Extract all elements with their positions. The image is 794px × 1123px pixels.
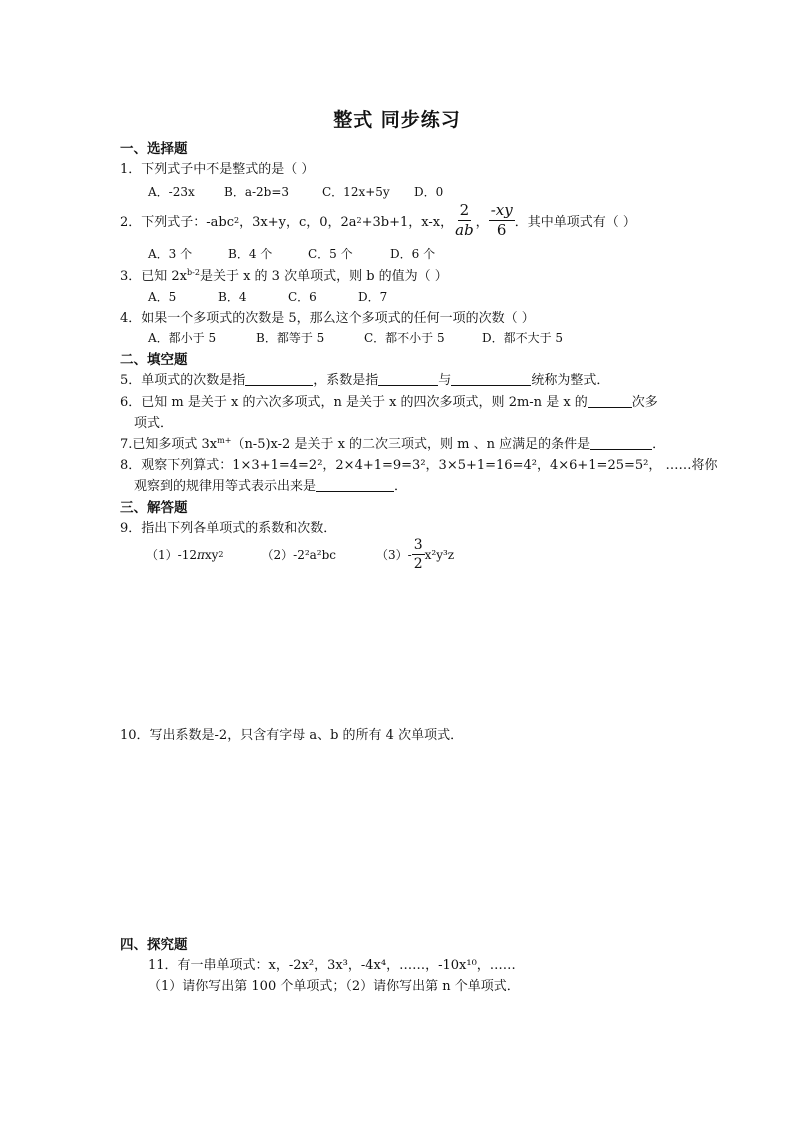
q4-option-d: D．都不大于 5 [482, 331, 564, 345]
q2-fraction-2-num: -xy [489, 202, 515, 221]
q7-text-a: 7.已知多项式 3x [120, 437, 218, 452]
q5-text-c: 与 [438, 373, 452, 388]
q8-blank[interactable] [316, 478, 394, 492]
q5-text-d: 统称为整式． [531, 373, 610, 388]
q3-text-a: 3．已知 2x [120, 269, 188, 284]
q7-blank[interactable] [590, 436, 652, 450]
q2-sup-1: 2 [234, 216, 240, 226]
section-answer: 三、解答题 [120, 500, 188, 516]
q2-option-c: C．5 个 [308, 247, 353, 261]
q9-item-1b: xy [204, 547, 219, 562]
q8-text-c: ． [394, 479, 408, 494]
q7-exponent: m+ [217, 436, 232, 445]
question-8: 8．观察下列算式：1×3+1=4=2²，2×4+1=9=3²，3×5+1=16=4²，4×6+1=25=5²， ……将你 [120, 458, 718, 473]
q9-item-1-sup: 2 [218, 550, 224, 560]
q4-option-b: B．都等于 5 [256, 331, 325, 345]
q2-fraction-1 [453, 202, 476, 240]
q9-item-1a: （1）-12 [146, 548, 197, 563]
q2-fraction-1-den: ab [455, 221, 474, 240]
question-10: 10．写出系数是-2，只含有字母 a、b 的所有 4 次单项式． [120, 728, 464, 743]
q4-option-a: A．都小于 5 [148, 331, 217, 345]
section-choice: 一、选择题 [120, 141, 188, 157]
q2-text-c: +3b+1，x-x， [361, 215, 454, 231]
q3-option-a: A．5 [148, 290, 177, 304]
section-fill-in: 二、填空题 [120, 352, 188, 368]
q5-text-a: 5．单项式的次数是指 [120, 373, 246, 388]
q8-text-b: 观察到的规律用等式表示出来是 [134, 479, 317, 494]
q9-pi: π [196, 547, 205, 562]
page-title: 整式 同步练习 [333, 109, 461, 131]
q5-blank-2[interactable] [378, 372, 438, 386]
question-11: 11．有一串单项式：x，-2x²，3x³，-4x⁴，……，-10x¹⁰，…… [148, 958, 516, 973]
q1-option-d: D．0 [414, 185, 444, 199]
question-2 [120, 202, 636, 240]
q7-text-c: ． [652, 437, 666, 452]
question-7 [120, 433, 665, 452]
q6-text-b: 次多 [631, 395, 658, 410]
q5-blank-3[interactable] [451, 372, 531, 386]
question-9-items [146, 537, 454, 572]
q3-option-b: B．4 [218, 290, 247, 304]
q2-fraction-1-num: 2 [458, 202, 472, 221]
q9-fraction-den: 2 [413, 556, 423, 573]
q2-text-b: ，3x+y，c，0，2a [239, 215, 357, 231]
q3-option-d: D．7 [358, 290, 388, 304]
q9-fraction [412, 537, 425, 572]
q5-text-b: ，系数是指 [313, 373, 379, 388]
question-8-cont [134, 475, 407, 494]
q3-text-b: 是关于 x 的 3 次单项式，则 b 的值为（ ） [199, 269, 448, 284]
question-6-cont: 项式． [134, 416, 174, 431]
q3-option-c: C．6 [288, 290, 317, 304]
q2-comma: ， [475, 215, 489, 231]
q2-text-d: ．其中单项式有（ ） [514, 215, 636, 231]
question-11-parts: （1）请你写出第 100 个单项式；（2）请你写出第 n 个单项式． [148, 979, 520, 994]
question-1: 1．下列式子中不是整式的是（ ） [120, 162, 315, 177]
q2-fraction-2-den: 6 [496, 221, 507, 240]
q3-exponent: b-2 [187, 268, 200, 277]
q6-text-a: 6．已知 m 是关于 x 的六次多项式，n 是关于 x 的四次多项式，则 2m-n 是 x 的 [120, 395, 588, 410]
q1-option-a: A．-23x [148, 185, 195, 199]
q6-blank[interactable] [588, 394, 632, 408]
q1-option-c: C．12x+5y [322, 185, 390, 199]
q5-blank-1[interactable] [245, 372, 313, 386]
q2-sup-2: 2 [356, 216, 362, 226]
q2-option-b: B．4 个 [228, 247, 273, 261]
question-3 [120, 265, 448, 284]
q2-text-a: 2．下列式子：-abc [120, 215, 235, 231]
section-explore: 四、探究题 [120, 937, 188, 953]
question-6 [120, 391, 658, 410]
question-4: 4．如果一个多项式的次数是 5，那么这个多项式的任何一项的次数（ ） [120, 311, 535, 326]
q9-fraction-num: 3 [412, 537, 425, 555]
q2-fraction-2 [489, 202, 515, 240]
q2-option-a: A．3 个 [148, 247, 193, 261]
question-5 [120, 369, 609, 388]
q4-option-c: C．都不小于 5 [364, 331, 445, 345]
q7-text-b: （n-5)x-2 是关于 x 的二次三项式，则 m 、n 应满足的条件是 [231, 437, 591, 452]
question-9: 9．指出下列各单项式的系数和次数． [120, 521, 337, 536]
q9-item-2: （2）-2²a²bc [261, 548, 337, 563]
q9-item-3b: x²y³z [424, 547, 455, 562]
q9-item-3a: （3）- [376, 548, 412, 563]
q2-option-d: D．6 个 [390, 247, 436, 261]
q1-option-b: B．a-2b=3 [224, 185, 290, 199]
